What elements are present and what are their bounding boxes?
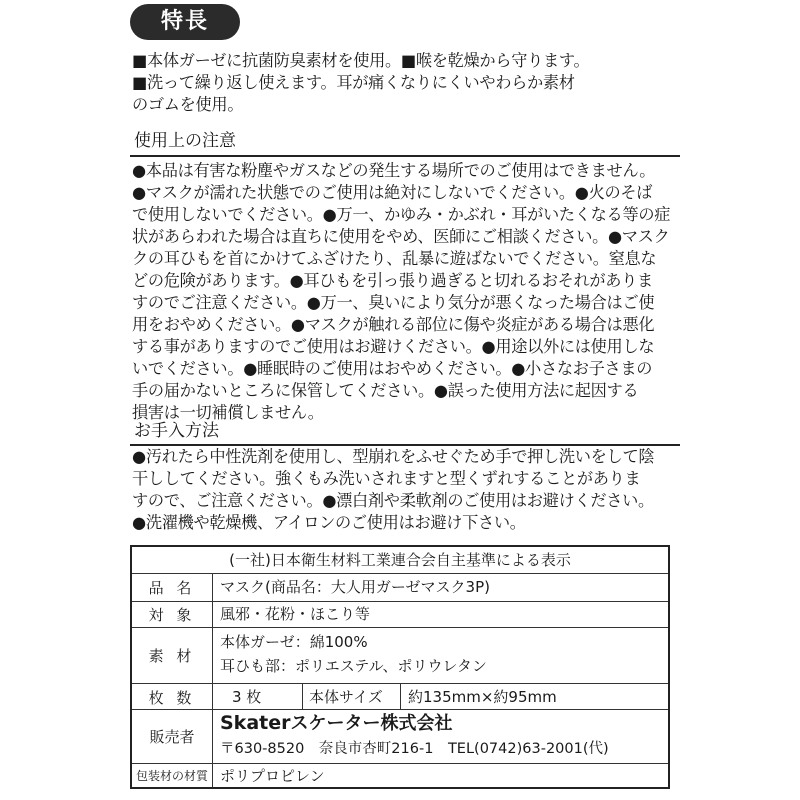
care-line: すので、ご注意ください。●漂白剤や柔軟剤のご使用はお避けください。 xyxy=(132,491,654,510)
features-badge: 特長 xyxy=(130,4,240,40)
target-value: 風邪・花粉・ほこり等 xyxy=(220,605,371,623)
caution-line: する事がありますのでご使用はお避けください。●用途以外には使用しな xyxy=(132,337,655,356)
caution-line: ●本品は有害な粉塵やガスなどの発生する場所でのご使用はできません。 xyxy=(132,161,656,180)
seller-brand: Skater xyxy=(220,712,291,734)
material-label: 素 材 xyxy=(148,647,196,665)
caution-line: 手の届かないところに保管してください。●誤った使用方法に起因する xyxy=(132,381,639,400)
caution-divider xyxy=(130,155,680,157)
labeling-table xyxy=(130,545,670,789)
seller-name: スケーター株式会社 xyxy=(290,713,453,734)
table-rule xyxy=(400,683,401,709)
caution-line: で使用しないでください。●万一、かゆみ・かぶれ・耳がいたくなる等の症 xyxy=(132,205,671,224)
caution-line: すのでご注意ください。●万一、臭いにより気分が悪くなった場合はご使 xyxy=(132,293,655,312)
product-value: マスク(商品名：大人用ガーゼマスク3P) xyxy=(220,578,490,596)
caution-line: 損害は一切補償しません。 xyxy=(132,403,324,422)
seller-address: 〒630-8520 奈良市杏町216-1 TEL(0742)63-2001(代) xyxy=(220,741,609,757)
count-value: 3 枚 xyxy=(232,688,262,706)
target-label: 対 象 xyxy=(148,606,196,624)
care-line: ●洗濯機や乾燥機、アイロンのご使用はお避け下さい。 xyxy=(132,513,526,532)
caution-heading: 使用上の注意 xyxy=(134,131,236,151)
table-rule xyxy=(302,683,303,709)
features-text xyxy=(132,50,692,116)
caution-line: 状があらわれた場合は直ちに使用をやめ、医師にご相談ください。●マスク xyxy=(132,227,670,246)
features-line: ■本体ガーゼに抗菌防臭素材を使用。■喉を乾燥から守ります。 xyxy=(132,51,590,70)
seller-logo xyxy=(220,713,452,734)
material-line: 耳ひも部：ポリエステル、ポリウレタン xyxy=(220,657,487,675)
features-line: のゴムを使用。 xyxy=(132,95,244,114)
seller-label: 販売者 xyxy=(149,728,195,746)
size-value: 約135mm×約95mm xyxy=(408,688,557,706)
caution-line: クの耳ひもを首にかけてふざけたり、乱暴に遊ばないでください。窒息な xyxy=(132,249,657,268)
care-text xyxy=(132,446,692,534)
table-header: (一社)日本衛生材料工業連合会自主基準による表示 xyxy=(229,551,571,569)
care-line: ●汚れたら中性洗剤を使用し、型崩れをふせぐため手で押し洗いをして陰 xyxy=(132,447,655,466)
material-line: 本体ガーゼ：綿100% xyxy=(220,633,368,651)
product-label: 品 名 xyxy=(148,579,196,597)
care-heading: お手入方法 xyxy=(134,421,219,441)
care-line: 干ししてください。強くもみ洗いされますと型くずれすることがありま xyxy=(132,469,641,488)
caution-line: どの危険があります。●耳ひもを引っ張り過ぎると切れるおそれがありま xyxy=(132,271,653,290)
features-line: ■洗って繰り返し使えます。耳が痛くなりにくいやわらか素材 xyxy=(132,73,575,92)
caution-text xyxy=(132,160,692,424)
caution-line: 用をおやめください。●マスクが触れる部位に傷や炎症がある場合は悪化 xyxy=(132,315,655,334)
table-rule xyxy=(212,573,213,787)
size-label: 本体サイズ xyxy=(309,688,383,706)
packaging-value: ポリプロピレン xyxy=(220,767,325,785)
count-label: 枚 数 xyxy=(148,689,196,707)
caution-line: いでください。●睡眠時のご使用はおやめください。●小さなお子さまの xyxy=(132,359,653,378)
caution-line: ●マスクが濡れた状態でのご使用は絶対にしないでください。●火のそば xyxy=(132,183,653,202)
packaging-label: 包装材の材質 xyxy=(135,769,208,783)
